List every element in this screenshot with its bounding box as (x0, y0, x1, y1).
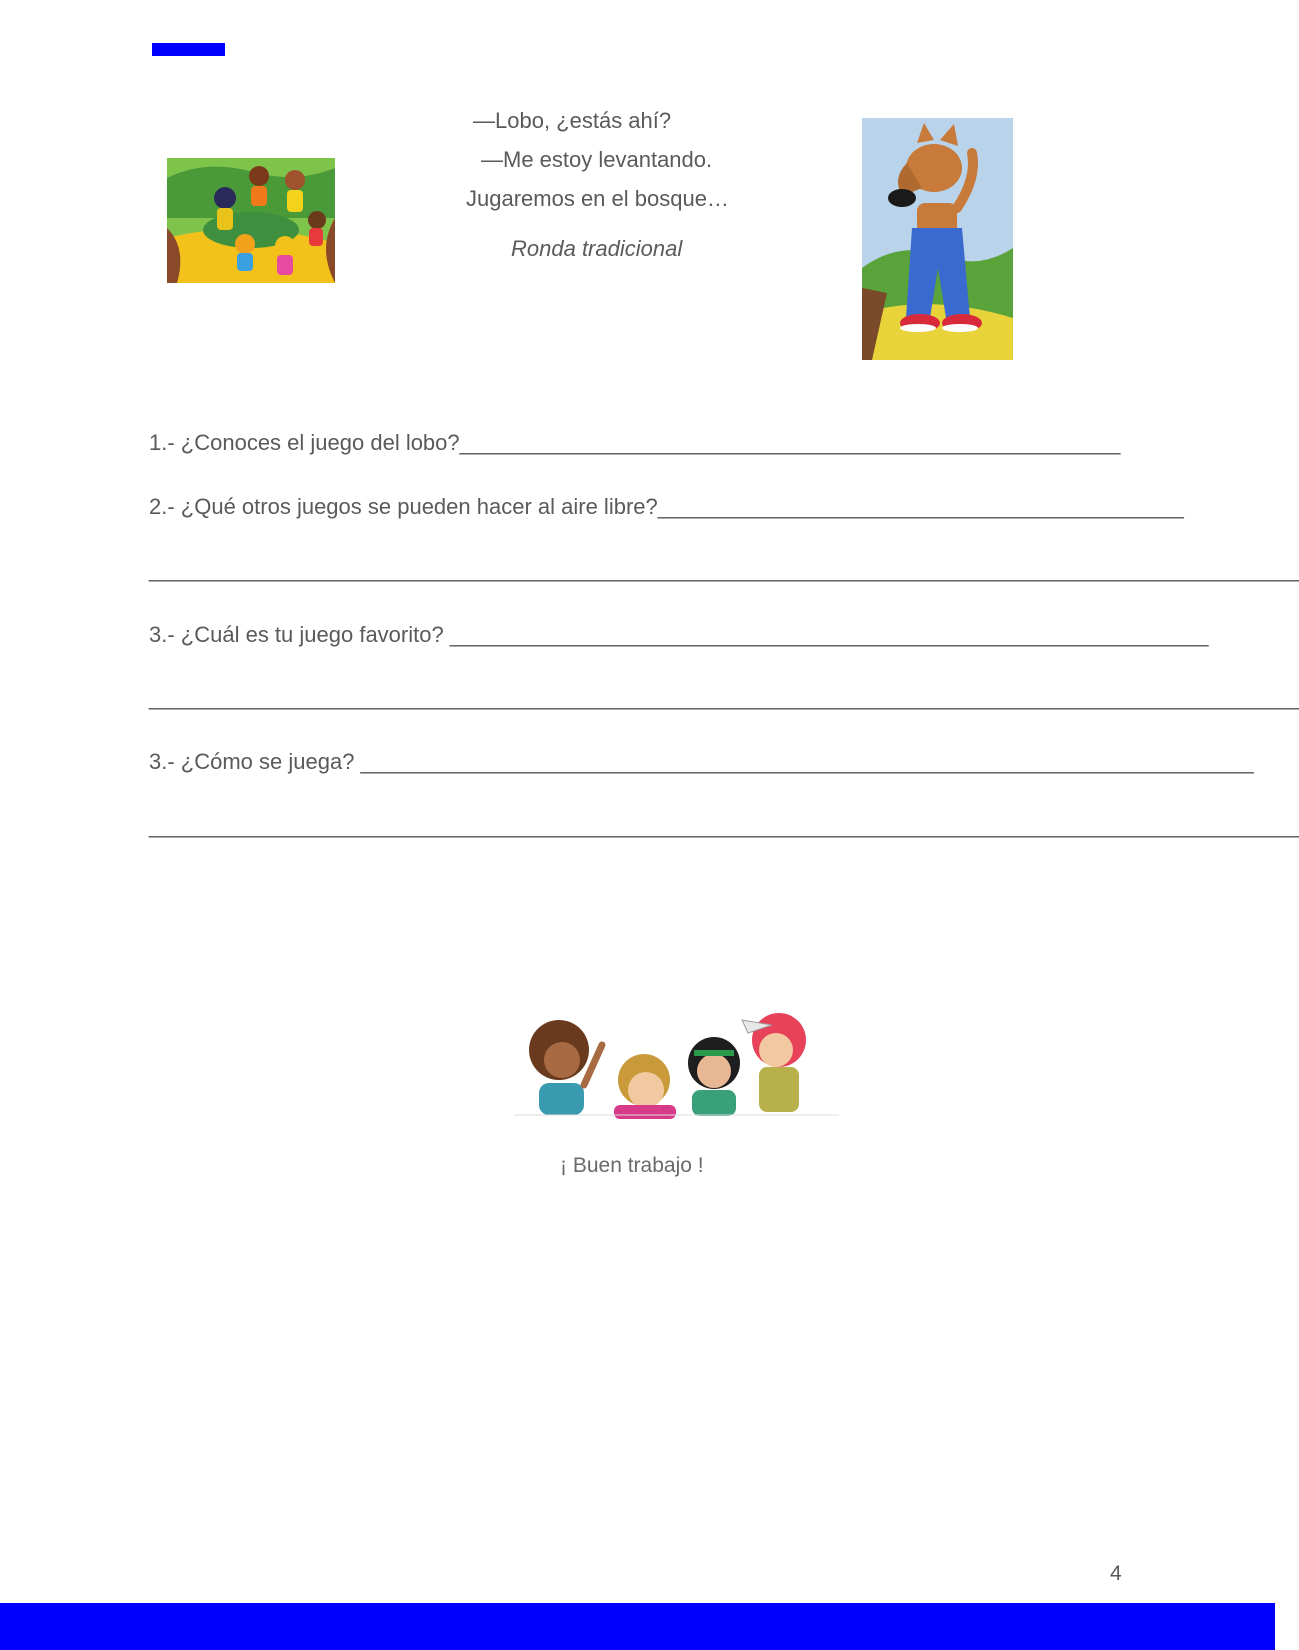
poem-line-3: Jugaremos en el bosque… (466, 186, 729, 211)
answer-line[interactable]: ______________________________________________________________________________________________ (149, 813, 1299, 838)
page-number: 4 (1110, 1562, 1122, 1585)
poem-line-2: —Me estoy levantando. (481, 147, 713, 172)
poem-line-1: —Lobo, ¿estás ahí? (473, 108, 672, 133)
question-2-text: 2.- ¿Qué otros juegos se pueden hacer al aire libre? (149, 494, 658, 519)
children-playing-illustration (167, 158, 335, 283)
top-accent-mark (152, 43, 225, 56)
wolf-illustration (862, 118, 1013, 360)
answer-line[interactable]: ______________________________________________________________________________________________ (149, 557, 1299, 582)
question-3 (149, 622, 1208, 648)
poem-source: Ronda tradicional (511, 236, 683, 261)
answer-line[interactable]: ______________________________________________________ (459, 430, 1121, 455)
answer-line[interactable]: ___________________________________________ (657, 494, 1184, 519)
answer-line[interactable]: ______________________________________________________________________________________________ (149, 685, 1299, 710)
question-3-text: 3.- ¿Cuál es tu juego favorito? (149, 622, 444, 647)
answer-line[interactable]: ______________________________________________________________ (443, 622, 1209, 647)
closing-message: ¡ Buen trabajo ! (560, 1154, 704, 1177)
question-1-text: 1.- ¿Conoces el juego del lobo? (149, 430, 460, 455)
question-4-text: 3.- ¿Cómo se juega? (149, 749, 355, 774)
question-2 (149, 494, 1184, 520)
answer-line[interactable]: _________________________________________________________________________ (354, 749, 1254, 774)
question-4 (149, 749, 1254, 775)
question-1 (149, 430, 1120, 456)
children-group-illustration (514, 1005, 839, 1130)
footer-bar (0, 1603, 1275, 1650)
